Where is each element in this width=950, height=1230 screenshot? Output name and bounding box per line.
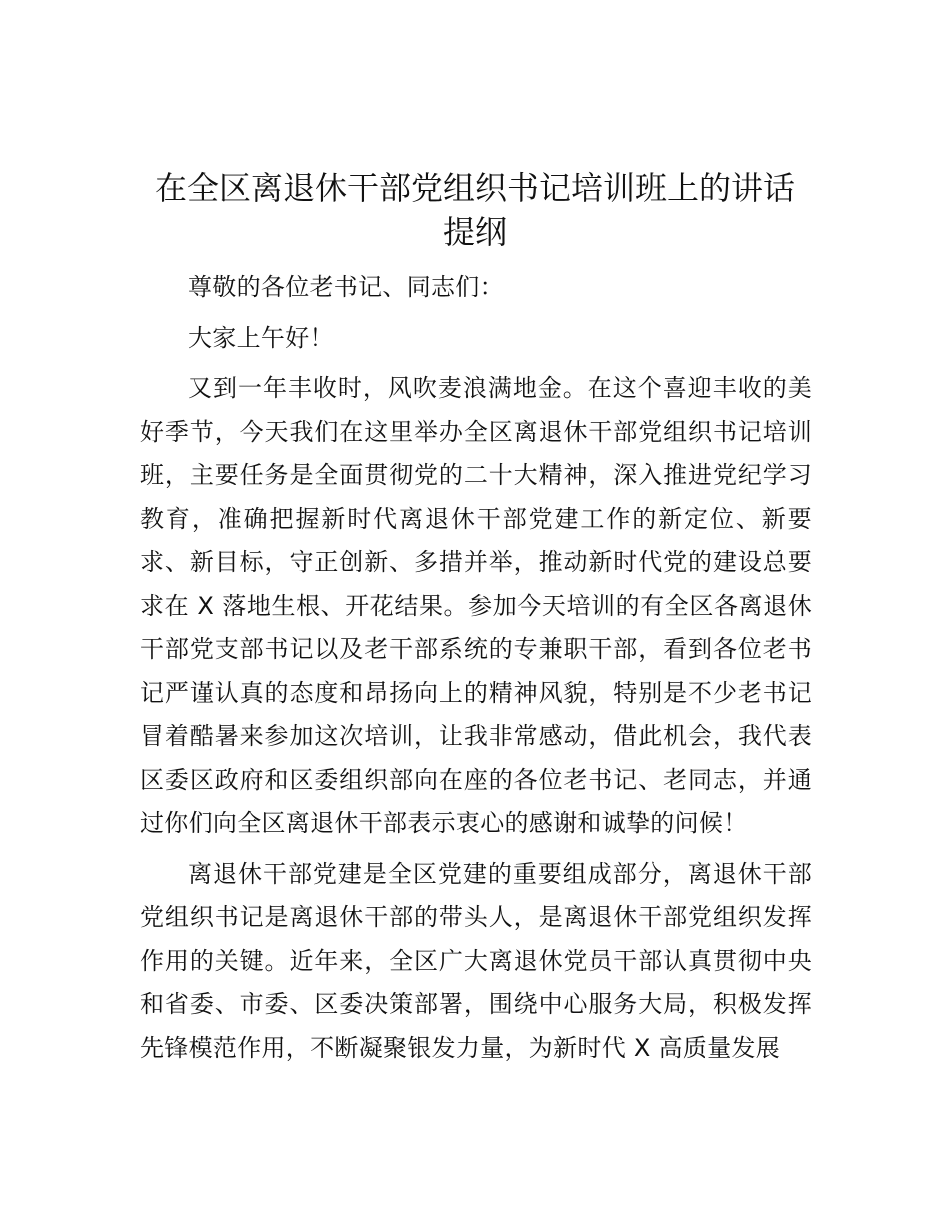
greeting-paragraph: 大家上午好！ <box>188 323 334 352</box>
body-paragraph: 又到一年丰收时，风吹麦浪满地金。在这个喜迎丰收的美好季节，今天我们在这里举办全区离退休干部党组织书记培训班，主要任务是全面贯彻党的二十大精神，深入推进党纪学习教育，准确把握新时代离退休干部党建工作的新定位、新要求、新目标，守正创新、多措并举，推动新时代党的建设总要求在 X 落地生根、开花结果。参加今天培训的有全区各离退休干部党支部书记以及老干部系统的专兼职干部，看到各位老书记严谨认真的态度和昂扬向上的精神风貌，特别是不少老书记冒着酷暑来参加这次培训，让我非常感动，借此机会，我代表区委区政府和区委组织部向在座的各位老书记、老同志，并通过你们向全区离退休干部表示衷心的感谢和诚挚的问候！ <box>140 374 812 837</box>
salutation-paragraph: 尊敬的各位老书记、同志们： <box>188 273 504 301</box>
document-title: 在全区离退休干部党组织书记培训班上的讲话提纲 <box>154 169 795 251</box>
body-paragraph: 离退休干部党建是全区党建的重要组成部分，离退休干部党组织书记是离退休干部的带头人，是离退休干部党组织发挥作用的关键。近年来，全区广大离退休党员干部认真贯彻中央和省委、市委、区委决策部署，围绕中心服务大局，积极发挥先锋模范作用，不断凝聚银发力量，为新时代 X 高质量发展 <box>140 859 812 1062</box>
document-body <box>140 266 812 1077</box>
